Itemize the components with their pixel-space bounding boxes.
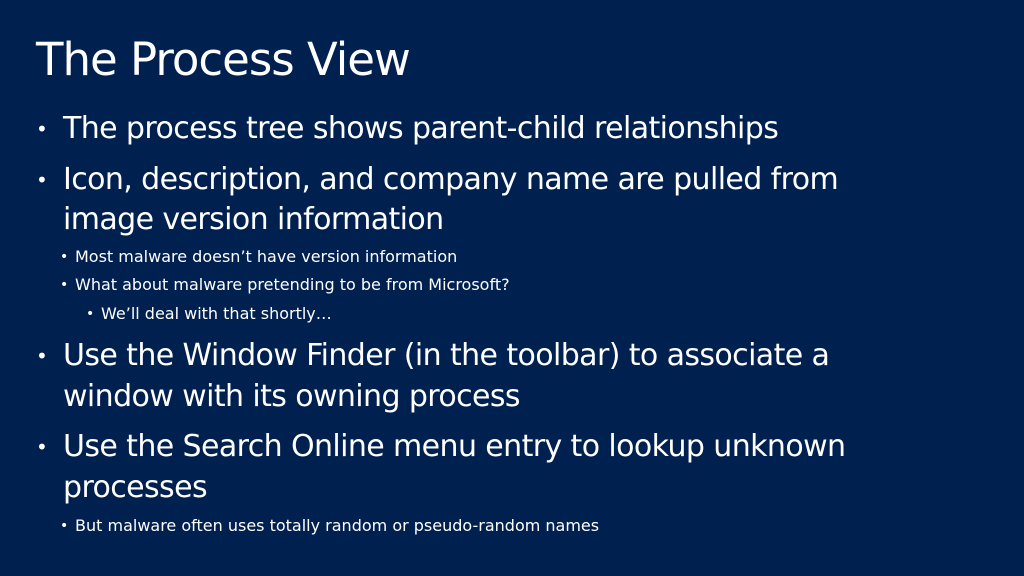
bullet-text: Most malware doesn’t have version information <box>75 247 458 266</box>
bullet-text: Use the Search Online menu entry to lookup unknown <box>63 429 846 464</box>
bullet-icon: • <box>60 518 69 534</box>
bullet-text: Icon, description, and company name are pulled from <box>63 162 839 197</box>
bullet-continuation-text: window with its owning process <box>63 379 520 414</box>
bullet-continuation-text: image version information <box>63 202 444 237</box>
bullet-text: But malware often uses totally random or pseudo-random names <box>75 516 600 535</box>
bullet-icon: • <box>36 344 48 368</box>
bullet-icon: • <box>60 277 69 293</box>
bullet-icon: • <box>36 168 48 192</box>
slide-title: The Process View <box>36 33 410 86</box>
bullet-icon: • <box>60 249 69 265</box>
bullet-icon: • <box>36 435 48 459</box>
bullet-icon: • <box>86 306 95 322</box>
bullet-text: We’ll deal with that shortly… <box>101 304 332 323</box>
bullet-icon: • <box>36 117 48 141</box>
bullet-text: What about malware pretending to be from Microsoft? <box>75 275 510 294</box>
bullet-text: Use the Window Finder (in the toolbar) to associate a <box>63 338 830 373</box>
bullet-text: The process tree shows parent-child relationships <box>63 111 779 146</box>
bullet-continuation-text: processes <box>63 470 207 505</box>
